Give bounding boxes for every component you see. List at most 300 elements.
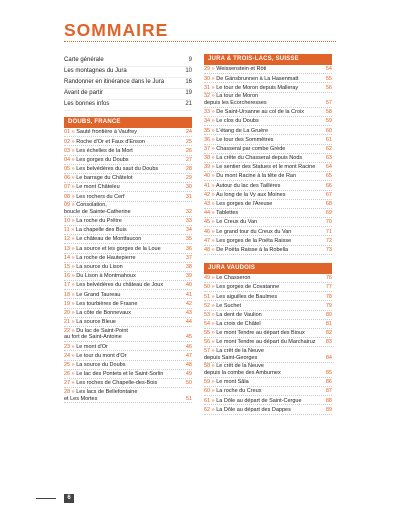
toc-entry-page: 31 <box>185 193 192 200</box>
toc-entry[interactable] <box>204 135 332 144</box>
toc-entry[interactable] <box>64 388 192 403</box>
toc-entry[interactable] <box>64 128 192 137</box>
toc-entry-text: La crête du Chasseral depuis Nods <box>216 155 303 162</box>
toc-entry[interactable] <box>64 202 192 217</box>
toc-entry-number: 56 » <box>204 339 217 346</box>
toc-entry[interactable] <box>204 292 332 301</box>
toc-entry[interactable] <box>204 227 332 236</box>
toc-entry-text: Le tour des Sommêtres <box>216 136 274 143</box>
toc-entry-title <box>204 76 322 83</box>
toc-entry-text: La Dôle au départ des Dappes <box>216 406 291 413</box>
toc-entry-page: 38 <box>185 264 192 270</box>
toc-entry-page: 34 <box>185 227 192 234</box>
toc-entry-number: 62 » <box>204 406 217 413</box>
toc-entry-page: 79 <box>325 302 332 309</box>
toc-entry-title <box>204 363 322 377</box>
toc-entry-number: 27 » <box>64 380 77 387</box>
page-title: SOMMAIRE <box>64 20 169 40</box>
toc-entry-page: 46 <box>185 343 192 350</box>
toc-entry-title <box>204 398 322 405</box>
toc-entry-text: La roche du Creux <box>216 388 262 395</box>
toc-entry-number: 50 » <box>204 284 217 291</box>
toc-entry-title <box>64 90 182 98</box>
toc-entry-number: 34 » <box>204 118 217 125</box>
page-number: 6 <box>64 494 74 503</box>
toc-entry-number: 28 » <box>64 388 77 395</box>
toc-entry-number: 48 » <box>204 246 217 253</box>
toc-entry[interactable] <box>64 244 192 253</box>
toc-entry-page: 24 <box>185 129 192 136</box>
toc-entry-text: De Poëta Raisse à la Robella <box>216 246 289 253</box>
toc-entry[interactable] <box>64 56 192 67</box>
toc-entry-number: 10 » <box>64 218 77 225</box>
toc-entry-text: La tour de Moron depuis les Ecorcheresses <box>204 93 267 106</box>
toc-entry[interactable] <box>204 126 332 135</box>
toc-entry-text: Le château de Montfaucon <box>76 236 142 243</box>
toc-entry-text: Le grand tour du Creux du Van <box>216 228 292 235</box>
toc-entry-number: 05 » <box>64 166 77 173</box>
toc-entry-text: Sauté frontière à Vaufrey <box>76 129 137 136</box>
toc-entry[interactable] <box>204 83 332 92</box>
toc-entry-page: 66 <box>325 182 332 189</box>
toc-entry-text: Le clos du Doubs <box>216 118 259 125</box>
toc-entry-title <box>64 157 182 164</box>
section-header-doubs: DOUBS, FRANCE <box>64 117 192 128</box>
toc-entry[interactable] <box>64 272 192 281</box>
toc-entry-number: 46 » <box>204 228 217 235</box>
toc-entry-page: 9 <box>188 57 192 64</box>
toc-entry-title <box>64 202 182 216</box>
toc-entry-number: 14 » <box>64 254 77 261</box>
toc-entry-number: 49 » <box>204 275 217 282</box>
toc-entry-text: Roche d'Or et Faux d'Enson <box>76 138 145 145</box>
toc-entry-page: 54 <box>325 66 332 73</box>
toc-entry-text: La crêt de la Neuve depuis Saint-Georges <box>204 347 264 361</box>
toc-entry-page: 57 <box>325 99 332 106</box>
toc-entry[interactable] <box>204 363 332 378</box>
toc-entry-page: 62 <box>325 145 332 152</box>
toc-entry-title <box>64 282 182 289</box>
toc-entry-title <box>204 137 322 144</box>
toc-entry[interactable] <box>64 309 192 318</box>
toc-entry-text: Les gorges de la Poëta Raisse <box>216 237 292 244</box>
toc-entry-title <box>64 184 182 191</box>
toc-entry[interactable] <box>64 263 192 272</box>
toc-entry-page: 80 <box>325 311 332 318</box>
right-column <box>204 54 332 415</box>
toc-entry-page: 78 <box>325 293 332 300</box>
toc-entry-text: De Saint-Ursanne au col de la Croix <box>216 109 304 116</box>
toc-entry-text: Randonner en itinérance dans le Jura <box>64 79 165 86</box>
toc-entry-number: 06 » <box>64 175 77 182</box>
toc-entry-page: 68 <box>325 201 332 207</box>
toc-entry-number: 42 » <box>204 191 216 198</box>
toc-entry-title <box>64 264 182 271</box>
toc-entry-text: La chapelle des Buis <box>75 227 127 234</box>
toc-entry-page: 42 <box>185 300 192 307</box>
toc-entry[interactable] <box>204 181 332 190</box>
toc-entry-page: 19 <box>185 90 192 97</box>
toc-entry[interactable] <box>64 174 192 183</box>
toc-entry-text: La croix de Châtel <box>216 321 261 328</box>
toc-entry-page: 65 <box>325 173 332 180</box>
toc-entry[interactable] <box>64 327 192 342</box>
toc-entry-text: Le lac des Pontets et le Saint-Sorlin <box>76 371 164 378</box>
toc-entry[interactable] <box>64 165 192 174</box>
toc-entry-number: 24 » <box>64 352 77 359</box>
toc-entry-title <box>204 173 322 180</box>
toc-entry-page: 16 <box>185 79 192 86</box>
toc-entry-number: 03 » <box>64 147 77 154</box>
toc-entry-text: Du lac de Saint-Point au fort de Saint-Antoine <box>64 327 128 341</box>
toc-entry-page: 43 <box>185 309 192 316</box>
toc-entry-page: 29 <box>185 175 192 182</box>
toc-entry[interactable] <box>64 351 192 360</box>
toc-entry[interactable] <box>64 299 192 308</box>
toc-entry-text: Au long de la Vy aux Moines <box>215 191 286 198</box>
toc-entry[interactable] <box>204 154 332 163</box>
toc-entry[interactable] <box>204 347 332 362</box>
toc-entry-number: 25 » <box>64 361 77 368</box>
toc-entry-number: 40 » <box>204 173 217 180</box>
toc-entry-text: Les gorges du Doubs <box>76 156 129 163</box>
toc-entry[interactable] <box>204 93 332 108</box>
toc-entry[interactable] <box>204 283 332 292</box>
toc-entry-number: 11 » <box>64 227 76 234</box>
toc-entry-page: 32 <box>185 208 192 215</box>
doubs-hike-list <box>64 128 192 403</box>
toc-entry-number: 58 » <box>204 363 217 370</box>
toc-entry[interactable] <box>64 361 192 370</box>
toc-entry-text: Le tour du mont d'Or <box>76 352 127 359</box>
toc-entry[interactable] <box>64 100 192 111</box>
toc-entry[interactable] <box>204 301 332 310</box>
toc-entry-text: Les gorges de l'Areuse <box>216 201 273 207</box>
toc-entry-title <box>64 166 182 173</box>
toc-entry[interactable] <box>204 246 332 255</box>
toc-entry[interactable] <box>64 137 192 146</box>
toc-entry-title <box>64 194 182 201</box>
toc-entry-title <box>64 255 182 262</box>
toc-entry[interactable] <box>64 192 192 201</box>
toc-entry[interactable] <box>204 311 332 320</box>
toc-entry-text: Chasseral par combe Grède <box>216 145 286 152</box>
toc-entry[interactable] <box>64 318 192 327</box>
toc-entry-page: 47 <box>185 352 192 359</box>
toc-entry-title <box>204 388 322 395</box>
toc-entry-page: 81 <box>325 321 332 328</box>
toc-entry-title <box>204 66 322 73</box>
toc-entry[interactable] <box>64 342 192 351</box>
toc-entry-number: 30 » <box>204 75 217 82</box>
toc-entry-text: Avant de partir <box>64 90 103 97</box>
toc-entry-page: 21 <box>185 101 192 108</box>
toc-entry-text: Le mont d'Or <box>76 343 108 350</box>
toc-entry[interactable] <box>64 183 192 192</box>
toc-entry-text: La source et les gorges de la Loue <box>76 245 161 252</box>
toc-entry-number: 55 » <box>204 330 217 337</box>
toc-entry-number: 15 » <box>64 264 77 270</box>
toc-entry-text: Les aiguilles de Baulmes <box>216 293 278 300</box>
toc-entry-number: 09 » <box>64 202 77 208</box>
toc-entry-text: Le Suchet <box>216 302 242 309</box>
toc-entry-text: Les tourbières de Frasne <box>76 300 138 307</box>
toc-entry-title <box>64 328 182 342</box>
toc-entry-title <box>64 129 182 136</box>
toc-entry[interactable] <box>204 378 332 387</box>
toc-entry-number: 07 » <box>64 184 77 191</box>
toc-entry-text: Le crêt de la Neuve depuis la combe des Amburnex <box>204 363 281 376</box>
toc-entry[interactable] <box>204 320 332 329</box>
toc-entry-number: 29 » <box>204 66 217 73</box>
toc-entry-text: Les montagnes du Jura <box>64 68 127 75</box>
toc-entry-title <box>204 85 322 92</box>
toc-entry-title <box>64 68 182 76</box>
toc-entry-page: 67 <box>325 191 332 198</box>
toc-entry-text: Carte générale <box>64 57 104 64</box>
toc-entry-title <box>204 275 322 282</box>
toc-entry-title <box>64 273 182 280</box>
toc-entry-text: Les belvédères du château de Joux <box>76 282 164 289</box>
section-header-jura-trois-lacs: JURA & TROIS-LACS, SUISSE <box>204 54 332 65</box>
toc-entry-title <box>64 301 182 308</box>
toc-entry-page: 84 <box>325 354 332 361</box>
toc-entry-page: 44 <box>185 319 192 326</box>
toc-entry-text: Le Grand Taureau <box>76 291 121 298</box>
toc-entry-page: 27 <box>185 156 192 163</box>
toc-entry[interactable] <box>64 281 192 290</box>
footer-rule <box>36 498 56 499</box>
toc-entry[interactable] <box>204 108 332 117</box>
toc-entry-title <box>64 353 182 360</box>
toc-entry[interactable] <box>204 65 332 74</box>
toc-entry-page: 76 <box>325 275 332 282</box>
toc-entry-text: Le mont Tendre au départ des Bioux <box>216 330 305 337</box>
toc-entry-title <box>64 362 182 369</box>
toc-entry-title <box>64 246 182 253</box>
toc-entry-page: 30 <box>185 184 192 191</box>
toc-entry-number: 20 » <box>64 309 77 316</box>
toc-entry[interactable] <box>204 338 332 347</box>
toc-entry-number: 61 » <box>204 397 217 404</box>
toc-entry-title <box>204 210 322 217</box>
toc-entry-number: 35 » <box>204 127 217 134</box>
toc-entry-title <box>64 148 182 155</box>
toc-entry-title <box>204 192 322 199</box>
toc-entry-title <box>64 57 182 65</box>
toc-entry[interactable] <box>64 89 192 100</box>
toc-entry-text: La source du Doubs <box>76 361 126 368</box>
general-contents-list <box>64 56 192 111</box>
toc-entry-title <box>64 380 182 387</box>
toc-entry-title <box>64 101 182 109</box>
toc-entry[interactable] <box>64 379 192 388</box>
toc-entry-text: Consolation, boucle de Sainte-Catherine <box>64 202 131 215</box>
toc-entry[interactable] <box>204 117 332 126</box>
toc-entry-text: Les lacs de Bellefontaine et Les Mortes <box>64 388 138 402</box>
toc-entry-title <box>64 227 182 234</box>
toc-entry[interactable] <box>64 156 192 165</box>
toc-entry[interactable] <box>204 329 332 338</box>
toc-entry[interactable] <box>204 387 332 396</box>
toc-entry-text: La source du Lison <box>76 264 123 270</box>
toc-entry[interactable] <box>204 218 332 227</box>
toc-entry-title <box>204 238 322 245</box>
toc-entry-text: Tablettes <box>216 210 239 217</box>
toc-entry[interactable] <box>204 405 332 414</box>
toc-entry-text: Les bonnes infos <box>64 101 110 108</box>
toc-entry[interactable] <box>204 145 332 154</box>
toc-entry-text: La source Bleue <box>76 319 116 326</box>
toc-entry-page: 89 <box>325 406 332 413</box>
toc-entry-page: 33 <box>185 218 192 225</box>
toc-entry[interactable] <box>64 146 192 155</box>
toc-entry-number: 38 » <box>204 155 217 162</box>
toc-entry-title <box>64 292 182 299</box>
toc-entry[interactable] <box>204 191 332 200</box>
toc-entry-page: 50 <box>185 380 192 387</box>
toc-entry-title <box>64 371 182 378</box>
toc-entry-title <box>204 219 322 226</box>
toc-entry-number: 37 » <box>204 145 217 152</box>
toc-entry[interactable] <box>204 200 332 209</box>
toc-entry[interactable] <box>204 209 332 218</box>
toc-entry-number: 02 » <box>64 138 77 145</box>
toc-entry-number: 53 » <box>204 311 217 318</box>
toc-entry-title <box>64 310 182 317</box>
toc-entry-text: De Gänsbrunnen à La Hasenmatt <box>216 75 299 82</box>
jura-trois-lacs-hike-list <box>204 65 332 255</box>
toc-entry[interactable] <box>64 290 192 299</box>
toc-entry-title <box>64 389 182 403</box>
toc-entry[interactable] <box>204 274 332 283</box>
toc-entry-page: 45 <box>185 334 192 341</box>
toc-entry-text: Les roches de Chapelle-des-Bois <box>76 380 158 387</box>
toc-entry[interactable] <box>64 226 192 235</box>
toc-entry-page: 49 <box>185 371 192 378</box>
toc-entry-page: 41 <box>185 291 192 298</box>
toc-entry-page: 61 <box>325 136 332 143</box>
toc-entry-page: 39 <box>185 273 192 280</box>
section-header-jura-vaudois: JURA VAUDOIS <box>204 263 332 274</box>
toc-entry-page: 25 <box>185 138 192 145</box>
toc-entry[interactable] <box>204 74 332 83</box>
toc-entry-title <box>204 155 322 162</box>
toc-entry-number: 21 » <box>64 319 77 326</box>
toc-entry-title <box>204 303 322 310</box>
toc-entry-text: La Dôle au départ de Saint-Cergue <box>216 397 302 404</box>
toc-entry-text: Du mont Racine à la tête de Ran <box>216 173 297 180</box>
toc-entry-title <box>64 319 182 326</box>
toc-entry-number: 39 » <box>204 164 217 171</box>
toc-entry-title <box>204 379 322 386</box>
toc-entry-page: 37 <box>185 254 192 261</box>
toc-entry-number: 08 » <box>64 193 77 200</box>
toc-entry-text: Le Creux du Van <box>216 219 258 226</box>
toc-entry-text: Le Chasseron <box>216 275 251 282</box>
toc-entry-title <box>204 407 322 414</box>
toc-entry-text: L'étang de La Gruère <box>216 127 269 134</box>
toc-entry[interactable] <box>204 396 332 405</box>
toc-entry-title <box>204 109 322 116</box>
toc-entry-page: 56 <box>325 84 332 91</box>
toc-entry-title <box>64 175 182 182</box>
toc-entry-page: 69 <box>325 210 332 217</box>
toc-entry-text: Les rochers du Cerf <box>76 193 125 200</box>
toc-entry[interactable] <box>204 236 332 245</box>
toc-entry-text: Le mont Tendre au départ du Marchairuz <box>216 339 316 346</box>
toc-entry-page: 71 <box>325 228 332 235</box>
toc-entry-title <box>204 93 322 107</box>
toc-entry-text: Autour du lac des Taillères <box>215 182 281 189</box>
toc-entry-page: 64 <box>325 164 332 171</box>
toc-entry-page: 83 <box>325 339 332 346</box>
toc-entry-number: 45 » <box>204 219 217 226</box>
toc-entry-text: Les gorges de Covatanne <box>216 284 280 291</box>
toc-entry-title <box>204 294 322 301</box>
toc-entry-title <box>204 229 322 236</box>
toc-entry-text: La côte de Bonnevaux <box>76 309 131 316</box>
toc-entry-page: 55 <box>325 75 332 82</box>
toc-entry[interactable] <box>64 370 192 379</box>
toc-entry-page: 28 <box>185 166 192 173</box>
toc-entry-page: 59 <box>325 118 332 125</box>
title-divider <box>64 41 336 42</box>
toc-entry-title <box>204 312 322 319</box>
toc-entry-number: 36 » <box>204 136 217 143</box>
toc-entry-number: 54 » <box>204 321 217 328</box>
toc-entry[interactable] <box>64 67 192 78</box>
toc-entry-text: Le barrage du Châtelot <box>76 175 133 182</box>
toc-entry-number: 16 » <box>64 273 77 280</box>
toc-entry-text: La dent de Vaulion <box>216 311 262 318</box>
toc-entry-text: Le tour de Moron depuis Malleray <box>216 84 299 91</box>
toc-entry-number: 52 » <box>204 302 217 309</box>
toc-entry-text: Le sentier des Statues et le mont Racine <box>216 164 316 171</box>
toc-entry-number: 23 » <box>64 343 77 350</box>
toc-entry-page: 86 <box>325 379 332 386</box>
toc-entry-page: 82 <box>325 330 332 337</box>
toc-entry-title <box>204 247 322 254</box>
toc-entry[interactable] <box>64 217 192 226</box>
toc-entry-page: 60 <box>325 127 332 134</box>
toc-entry-number: 17 » <box>64 282 77 289</box>
toc-entry[interactable] <box>64 78 192 89</box>
toc-entry-page: 87 <box>325 388 332 395</box>
toc-entry-number: 22 » <box>64 327 77 334</box>
toc-entry-title <box>204 321 322 328</box>
toc-entry[interactable] <box>204 172 332 181</box>
toc-entry-number: 01 » <box>64 129 77 136</box>
toc-entry-title <box>204 330 322 337</box>
toc-entry[interactable] <box>64 235 192 244</box>
toc-entry-title <box>204 118 322 125</box>
toc-entry-number: 26 » <box>64 371 77 378</box>
toc-entry-number: 60 » <box>204 388 217 395</box>
jura-vaudois-hike-list <box>204 274 332 415</box>
toc-entry-page: 36 <box>185 245 192 252</box>
toc-entry-number: 19 » <box>64 300 77 307</box>
toc-entry-page: 72 <box>325 237 332 244</box>
toc-entry-number: 12 » <box>64 236 77 243</box>
toc-entry[interactable] <box>204 163 332 172</box>
toc-entry-title <box>64 344 182 351</box>
toc-entry-title <box>64 79 182 87</box>
toc-entry-number: 59 » <box>204 379 217 386</box>
toc-entry[interactable] <box>64 254 192 263</box>
toc-entry-page: 58 <box>325 109 332 116</box>
toc-entry-page: 85 <box>325 369 332 376</box>
